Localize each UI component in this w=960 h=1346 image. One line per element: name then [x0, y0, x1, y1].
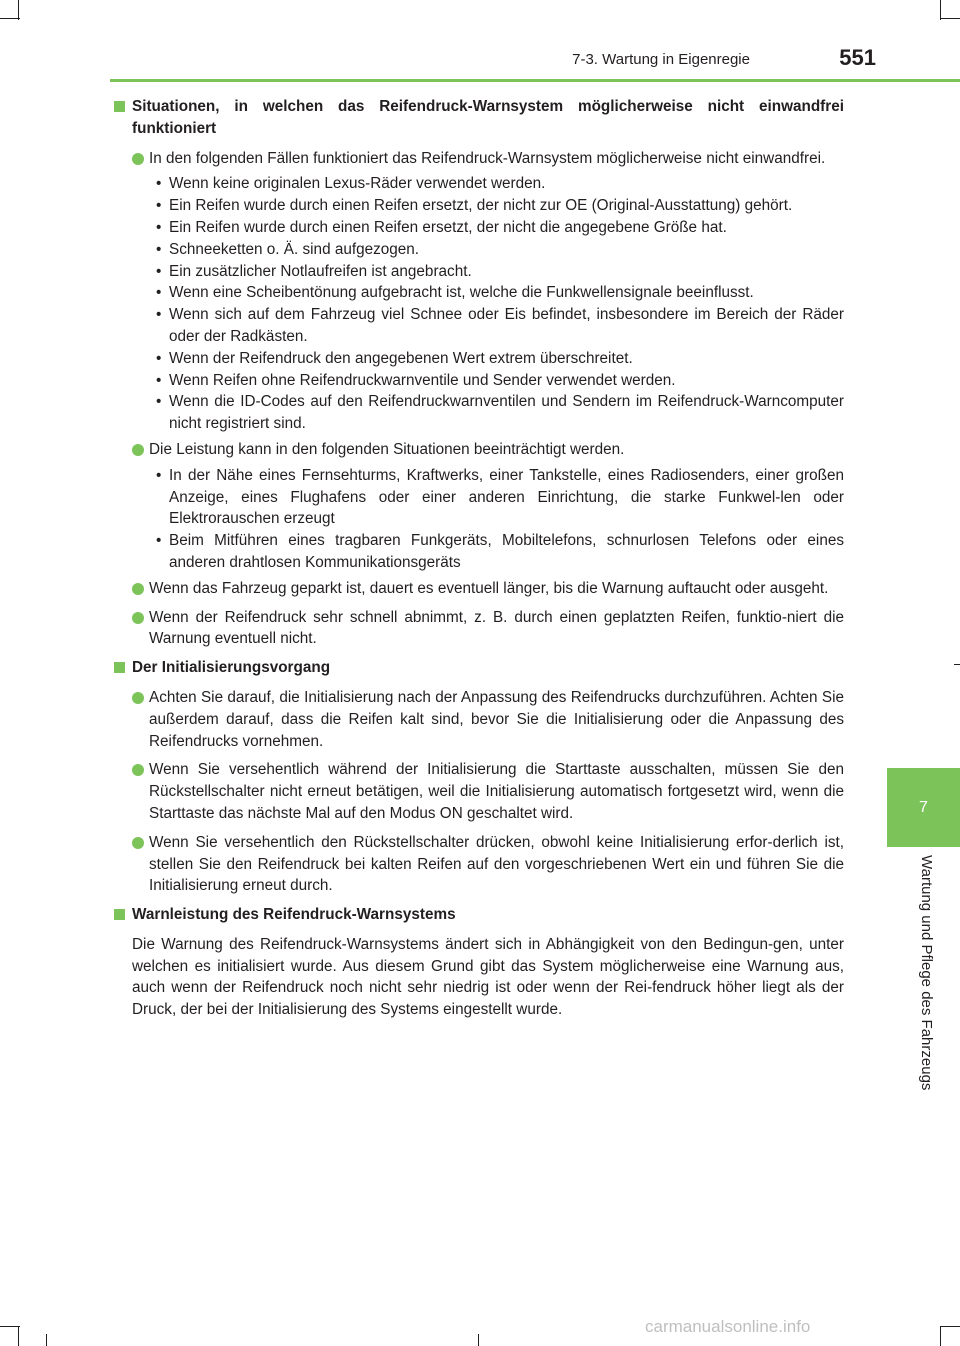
small-bullet-icon: • — [156, 175, 162, 193]
crop-mark — [18, 1326, 19, 1346]
small-bullet-icon: • — [156, 240, 162, 258]
list-item — [114, 217, 844, 239]
small-bullet-icon: • — [156, 371, 162, 389]
list-item-text: Ein Reifen wurde durch einen Reifen ersetzt, der nicht zur OE (Original-Ausstattung) gehört. — [169, 197, 793, 215]
list-item-text: Wenn Reifen ohne Reifendruckwarnventile und Sender verwendet werden. — [169, 371, 676, 389]
list-item-text: Ein Reifen wurde durch einen Reifen ersetzt, der nicht die angegebene Größe hat. — [169, 218, 727, 236]
section-heading — [114, 657, 844, 679]
sub-list — [114, 465, 844, 574]
list-item-text: Schneeketten o. Ä. sind aufgezogen. — [169, 240, 420, 258]
list-item-text: Ein zusätzlicher Notlaufreifen ist angebracht. — [169, 262, 472, 280]
bullet-paragraph — [114, 759, 844, 824]
section-title: 7-3. Wartung in Eigenregie — [572, 51, 750, 68]
small-bullet-icon: • — [156, 262, 162, 280]
crop-mark — [940, 18, 960, 19]
circle-bullet-icon — [132, 153, 144, 165]
crop-mark — [0, 1326, 20, 1327]
small-bullet-icon: • — [156, 466, 162, 484]
list-item-text: In der Nähe eines Fernsehturms, Kraftwerks, einer Tankstelle, eines Radiosenders, einer großen Anzeige, eines Flughafens oder einer anderen Einrichtung, die starke Funkwel-len oder Elektrorauschen erzeugt — [169, 466, 844, 528]
header-divider — [110, 79, 960, 82]
list-item — [114, 465, 844, 530]
bullet-text: Achten Sie darauf, die Initialisierung nach der Anpassung des Reifendrucks durchzuführen. Achten Sie außerdem darauf, dass die Reifen kalt sind, bevor Sie die Initialisierung oder die Anpassung des Reifendrucks vornehmen. — [149, 688, 844, 750]
bullet-paragraph — [114, 578, 844, 600]
bullet-paragraph — [114, 439, 844, 461]
list-item — [114, 370, 844, 392]
circle-bullet-icon — [132, 764, 144, 776]
list-item — [114, 239, 844, 261]
watermark: carmanualsonline.info — [645, 1317, 811, 1336]
list-item — [114, 261, 844, 283]
section-heading — [114, 904, 844, 926]
crop-mark — [0, 18, 20, 19]
list-item-text: Beim Mitführen eines tragbaren Funkgeräts, Mobiltelefons, schnurlosen Telefons oder eines anderen drahtlosen Kommunikationsgeräts — [169, 532, 844, 571]
chapter-title: Wartung und Pflege des Fahrzeugs — [918, 855, 935, 1091]
bullet-paragraph — [114, 148, 844, 170]
list-item — [114, 195, 844, 217]
crop-mark — [46, 1334, 47, 1346]
small-bullet-icon: • — [156, 218, 162, 236]
bullet-text: In den folgenden Fällen funktioniert das Reifendruck-Warnsystem möglicherweise nicht einwandfrei. — [149, 149, 826, 167]
bullet-paragraph — [114, 832, 844, 897]
bullet-text: Wenn das Fahrzeug geparkt ist, dauert es eventuell länger, bis die Warnung auftaucht oder ausgeht. — [149, 579, 829, 597]
circle-bullet-icon — [132, 583, 144, 595]
section-heading — [114, 96, 844, 140]
sub-list — [114, 173, 844, 435]
bullet-text: Wenn der Reifendruck sehr schnell abnimmt, z. B. durch einen geplatzten Reifen, funktio-niert die Warnung eventuell nicht. — [149, 608, 844, 648]
bullet-text: Die Leistung kann in den folgenden Situationen beeinträchtigt werden. — [149, 440, 625, 458]
crop-mark — [478, 1334, 479, 1346]
page-number: 551 — [839, 45, 876, 70]
body-paragraph: Die Warnung des Reifendruck-Warnsystems ändert sich in Abhängigkeit von den Bedingun-gen, unter welchen es initialisiert wurde. Aus diesem Grund gibt das System möglicherweise eine Warnung aus, auch wenn der Reifendruck noch nicht sehr niedrig ist oder wenn der Rei-fendruck höher liegt als der Druck, der bei der Initialisierung des Systems eingestellt wurde. — [132, 935, 844, 1019]
list-item — [114, 530, 844, 574]
list-item — [114, 304, 844, 348]
small-bullet-icon: • — [156, 197, 162, 215]
circle-bullet-icon — [132, 692, 144, 704]
list-item-text: Wenn sich auf dem Fahrzeug viel Schnee oder Eis befindet, insbesondere im Bereich der Räder oder der Radkästen. — [169, 306, 844, 345]
circle-bullet-icon — [132, 444, 144, 456]
section-heading-text: Der Initialisierungsvorgang — [132, 659, 331, 677]
list-item-text: Wenn der Reifendruck den angegebenen Wert extrem überschreitet. — [169, 349, 633, 367]
crop-mark — [940, 1326, 941, 1346]
small-bullet-icon: • — [156, 393, 162, 411]
crop-mark — [940, 0, 941, 20]
circle-bullet-icon — [132, 837, 144, 849]
list-item-text: Wenn keine originalen Lexus-Räder verwendet werden. — [169, 175, 546, 193]
bullet-paragraph — [114, 607, 844, 651]
crop-mark — [954, 664, 960, 665]
section-heading-text: Situationen, in welchen das Reifendruck-Warnsystem möglicherweise nicht einwandfrei funktioniert — [132, 98, 844, 137]
list-item — [114, 173, 844, 195]
chapter-tab: 7 — [887, 768, 960, 847]
list-item-text: Wenn die ID-Codes auf den Reifendruckwarnventilen und Sendern im Reifendruck-Warncomputer nicht registriert sind. — [169, 393, 844, 433]
square-bullet-icon — [114, 101, 125, 112]
small-bullet-icon: • — [156, 532, 162, 550]
main-content — [114, 96, 844, 1021]
circle-bullet-icon — [132, 612, 144, 624]
bullet-text: Wenn Sie versehentlich den Rückstellschalter drücken, obwohl keine Initialisierung erfor-derlich ist, stellen Sie den Reifendruck bei kalten Reifen auf den vorgeschriebenen Wert ein und führen Sie die Initialisierung erneut durch. — [149, 833, 844, 895]
list-item — [114, 348, 844, 370]
square-bullet-icon — [114, 909, 125, 920]
small-bullet-icon: • — [156, 284, 162, 302]
crop-mark — [940, 1326, 960, 1327]
square-bullet-icon — [114, 662, 125, 673]
small-bullet-icon: • — [156, 349, 162, 367]
bullet-paragraph — [114, 687, 844, 752]
crop-mark — [18, 0, 19, 20]
bullet-text: Wenn Sie versehentlich während der Initialisierung die Starttaste ausschalten, müssen Sie den Rückstellschalter nicht erneut betätigen, weil die Initialisierung automatisch fortgesetzt wird, wenn die Starttaste das nächste Mal auf den Modus ON geschaltet wird. — [149, 761, 844, 822]
section-heading-text: Warnleistung des Reifendruck-Warnsystems — [132, 906, 456, 924]
small-bullet-icon: • — [156, 306, 162, 324]
list-item — [114, 391, 844, 435]
list-item — [114, 282, 844, 304]
list-item-text: Wenn eine Scheibentönung aufgebracht ist, welche die Funkwellensignale beeinflusst. — [169, 284, 754, 302]
